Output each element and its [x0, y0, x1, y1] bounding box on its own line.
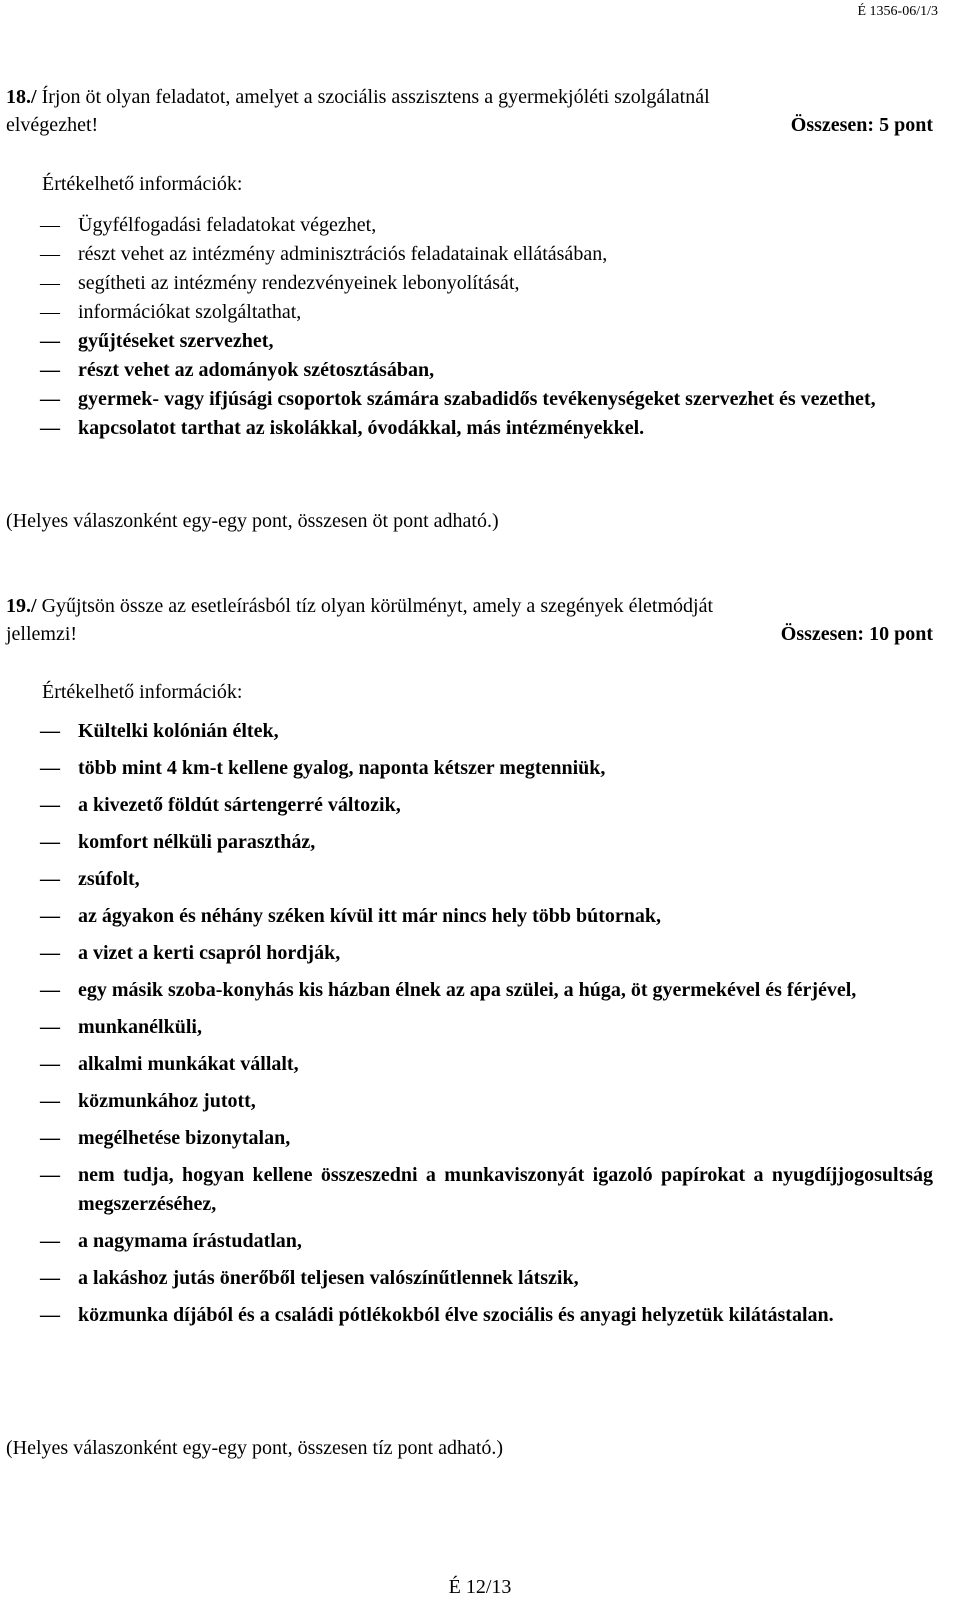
question-number: 18./: [6, 86, 37, 108]
evaluable-label: Értékelhető információk:: [42, 681, 243, 703]
question-text: Gyűjtsön össze az esetleírásból tíz olyan körülményt, amely a szegények életmódját: [41, 595, 714, 617]
dash-icon: —: [40, 359, 60, 381]
page-code: É 1356-06/1/3: [857, 4, 938, 19]
dash-icon: —: [40, 214, 60, 236]
question-18: [6, 83, 933, 139]
dash-icon: —: [40, 1053, 60, 1075]
dash-icon: —: [40, 1267, 60, 1289]
list-item: — nem tudja, hogyan kellene összeszedni a munkaviszonyát igazoló papírokat a nyugdíjjogosultság megszerzéséhez,: [40, 1161, 933, 1219]
dash-icon: —: [40, 831, 60, 853]
dash-icon: —: [40, 1127, 60, 1149]
dash-icon: —: [40, 905, 60, 927]
scoring-note: (Helyes válaszonként egy-egy pont, összesen öt pont adható.): [6, 510, 499, 532]
dash-icon: —: [40, 388, 60, 410]
list-item: — közmunka díjából és a családi pótlékokból élve szociális és anyagi helyzetük kilátástalan.: [40, 1301, 933, 1330]
page-number: É 12/13: [448, 1576, 512, 1598]
list-item: — a vizet a kerti csapról hordják,: [40, 939, 933, 968]
dash-icon: —: [40, 942, 60, 964]
list-item: — részt vehet az intézmény adminisztrációs feladatainak ellátásában,: [40, 240, 933, 269]
dash-icon: —: [40, 757, 60, 779]
dash-icon: —: [40, 1230, 60, 1252]
list-item: — a nagymama írástudatlan,: [40, 1227, 933, 1256]
question-number: 19./: [6, 595, 37, 617]
dash-icon: —: [40, 243, 60, 265]
question-text: Írjon öt olyan feladatot, amelyet a szociális asszisztens a gyermekjóléti szolgálatnál: [41, 86, 710, 108]
dash-icon: —: [40, 979, 60, 1001]
list-item: — a kivezető földút sártengerré változik,: [40, 791, 933, 820]
list-item: — közmunkához jutott,: [40, 1087, 933, 1116]
list-item: — alkalmi munkákat vállalt,: [40, 1050, 933, 1079]
dash-icon: —: [40, 1164, 60, 1186]
list-item: — információkat szolgáltathat,: [40, 298, 933, 327]
evaluable-label: Értékelhető információk:: [42, 173, 243, 195]
total-points: Összesen: 10 pont: [780, 623, 933, 645]
list-item: — kapcsolatot tarthat az iskolákkal, óvodákkal, más intézményekkel.: [40, 414, 933, 443]
list-item: — megélhetése bizonytalan,: [40, 1124, 933, 1153]
list-item: — részt vehet az adományok szétosztásában,: [40, 356, 933, 385]
dash-icon: —: [40, 794, 60, 816]
dash-icon: —: [40, 868, 60, 890]
list-item: — Kültelki kolónián éltek,: [40, 717, 933, 746]
question-text-cont: jellemzi!: [6, 623, 78, 645]
list-item: — több mint 4 km-t kellene gyalog, naponta kétszer megtenniük,: [40, 754, 933, 783]
dash-icon: —: [40, 1304, 60, 1326]
list-item: — gyűjtéseket szervezhet,: [40, 327, 933, 356]
list-item: — gyermek- vagy ifjúsági csoportok számára szabadidős tevékenységeket szervezhet és vezethet,: [40, 385, 933, 414]
dash-icon: —: [40, 720, 60, 742]
list-item: — zsúfolt,: [40, 865, 933, 894]
list-item: — munkanélküli,: [40, 1013, 933, 1042]
dash-icon: —: [40, 272, 60, 294]
list-item: — az ágyakon és néhány széken kívül itt már nincs hely több bútornak,: [40, 902, 933, 931]
dash-icon: —: [40, 417, 60, 439]
list-item: — komfort nélküli parasztház,: [40, 828, 933, 857]
dash-icon: —: [40, 330, 60, 352]
total-points: Összesen: 5 pont: [790, 114, 933, 136]
list-item: — Ügyfélfogadási feladatokat végezhet,: [40, 211, 933, 240]
answer-list-19: [40, 717, 933, 1338]
question-text-cont: elvégezhet!: [6, 114, 99, 136]
answer-list-18: [40, 211, 933, 443]
list-item: — egy másik szoba-konyhás kis házban élnek az apa szülei, a húga, öt gyermekével és férjével,: [40, 976, 933, 1005]
scoring-note: (Helyes válaszonként egy-egy pont, összesen tíz pont adható.): [6, 1437, 504, 1459]
dash-icon: —: [40, 301, 60, 323]
question-19: [6, 592, 933, 648]
dash-icon: —: [40, 1090, 60, 1112]
list-item: — a lakáshoz jutás önerőből teljesen valószínűtlennek látszik,: [40, 1264, 933, 1293]
list-item: — segítheti az intézmény rendezvényeinek lebonyolítását,: [40, 269, 933, 298]
dash-icon: —: [40, 1016, 60, 1038]
